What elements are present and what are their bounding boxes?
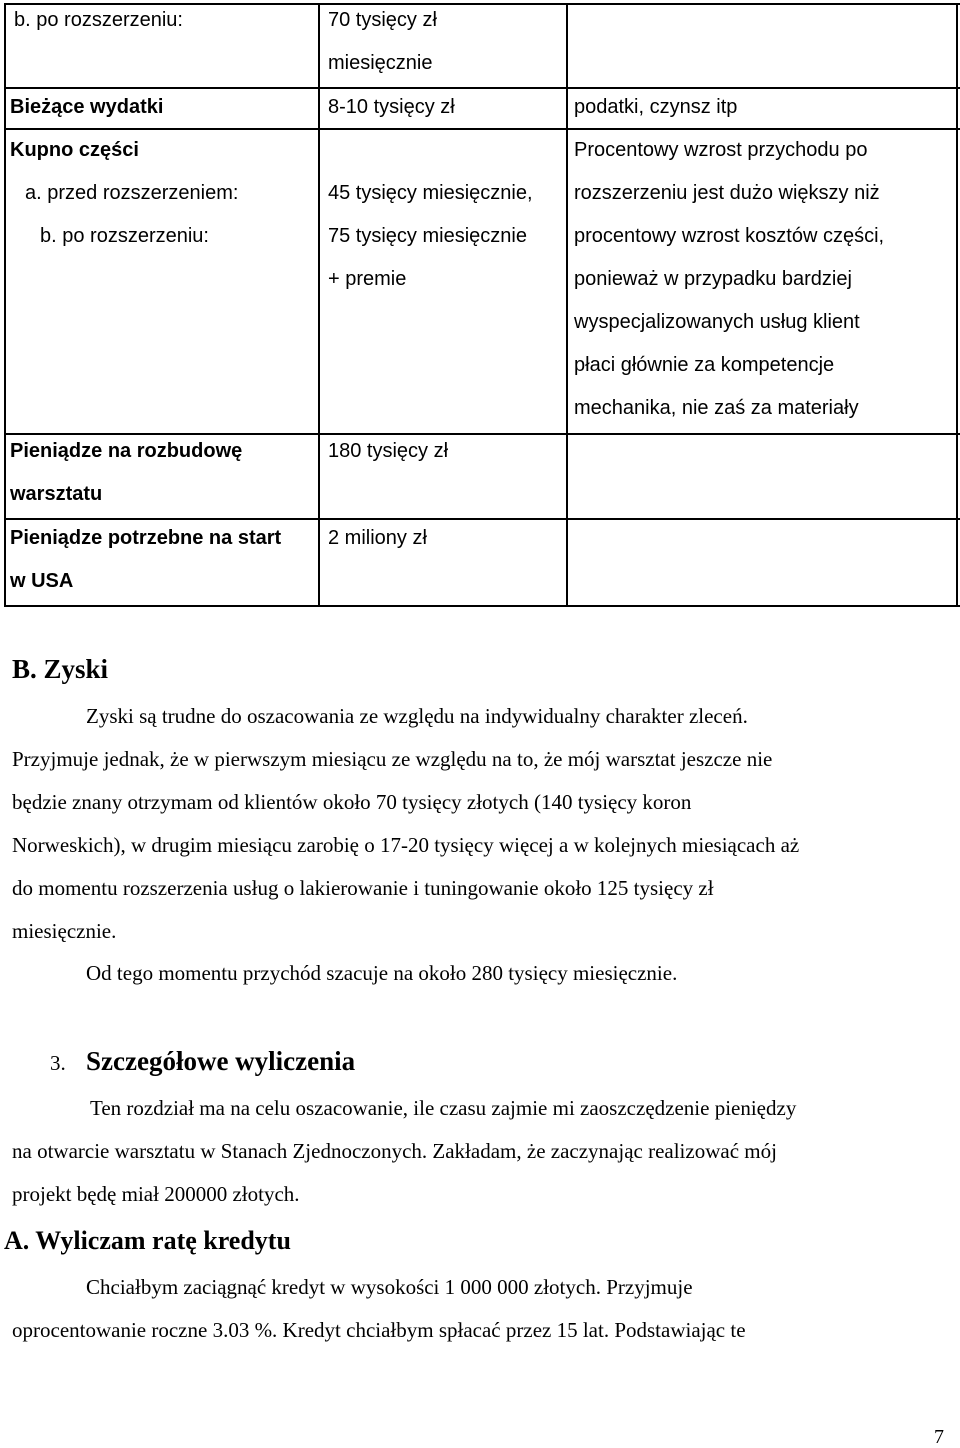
paragraph-line: projekt będę miał 200000 złotych. xyxy=(12,1182,300,1206)
paragraph-line: na otwarcie warsztatu w Stanach Zjednoczonych. Zakładam, że zaczynając realizować mój xyxy=(12,1139,777,1163)
paragraph-line: Ten rozdział ma na celu oszacowanie, ile czasu zajmie mi zaoszczędzenie pieniędzy xyxy=(90,1096,797,1120)
section-3-heading: Szczegółowe wyliczenia xyxy=(86,1046,356,1076)
row3-value-line: 45 tysięcy miesięcznie, xyxy=(328,182,533,204)
row3-value-line: + premie xyxy=(328,268,407,290)
table-border-col1 xyxy=(318,3,320,607)
paragraph-line: Zyski są trudne do oszacowania ze względu na indywidualny charakter zleceń. xyxy=(86,704,748,728)
row3-note-line: mechanika, nie zaś za materiały xyxy=(574,397,859,419)
paragraph-line: miesięcznie. xyxy=(12,919,117,943)
section-b-heading: B. Zyski xyxy=(12,654,109,684)
row1-label: b. po rozszerzeniu: xyxy=(14,9,183,31)
row3-label: Kupno części xyxy=(10,139,139,161)
row3-note-line: ponieważ w przypadku bardziej xyxy=(574,268,852,290)
row3-note-line: procentowy wzrost kosztów części, xyxy=(574,225,885,247)
row3-sub-b: b. po rozszerzeniu: xyxy=(40,225,209,247)
row4-label-line1: Pieniądze na rozbudowę xyxy=(10,440,243,462)
row2-value: 8-10 tysięcy zł xyxy=(328,96,455,118)
table-border-r1 xyxy=(4,87,960,89)
row1-value-line1: 70 tysięcy zł xyxy=(328,9,437,31)
table-border-r3 xyxy=(4,433,960,435)
row5-label-line2: w USA xyxy=(10,570,74,592)
table-border-top xyxy=(4,3,960,5)
paragraph-line: będzie znany otrzymam od klientów około 70 tysięcy złotych (140 tysięcy koron xyxy=(12,790,692,814)
row1-value-line2: miesięcznie xyxy=(328,52,433,74)
paragraph-line: do momentu rozszerzenia usług o lakierowanie i tuningowanie około 125 tysięcy zł xyxy=(12,876,714,900)
paragraph-line: Przyjmuje jednak, że w pierwszym miesiącu ze względu na to, że mój warsztat jeszcze nie xyxy=(12,747,773,771)
table-border-bottom xyxy=(4,605,960,607)
row2-label: Bieżące wydatki xyxy=(10,96,164,118)
row3-sub-a: a. przed rozszerzeniem: xyxy=(25,182,239,204)
paragraph-line: Od tego momentu przychód szacuje na około 280 tysięcy miesięcznie. xyxy=(86,961,678,985)
row3-value-line: 75 tysięcy miesięcznie xyxy=(328,225,527,247)
section-3-number: 3. xyxy=(50,1051,66,1075)
table-border-left xyxy=(4,3,6,607)
row3-note-line: wyspecjalizowanych usług klient xyxy=(574,311,860,333)
row4-label-line2: warsztatu xyxy=(10,483,103,505)
table-border-r4 xyxy=(4,518,960,520)
paragraph-line: Norweskich), w drugim miesiącu zarobię o 17-20 tysięcy więcej a w kolejnych miesiącach aż xyxy=(12,833,800,857)
row2-note: podatki, czynsz itp xyxy=(574,96,738,118)
row3-note-line: rozszerzeniu jest dużo większy niż xyxy=(574,182,880,204)
table-border-col2 xyxy=(566,3,568,607)
table-border-r2 xyxy=(4,128,960,130)
paragraph-line: oprocentowanie roczne 3.03 %. Kredyt chciałbym spłacać przez 15 lat. Podstawiając te xyxy=(12,1318,746,1342)
page-number: 7 xyxy=(934,1426,944,1448)
row3-note-line: Procentowy wzrost przychodu po xyxy=(574,139,868,161)
row5-label-line1: Pieniądze potrzebne na start xyxy=(10,527,282,549)
paragraph-line: Chciałbym zaciągnąć kredyt w wysokości 1 000 000 złotych. Przyjmuje xyxy=(86,1275,693,1299)
table-border-right xyxy=(956,3,958,607)
row5-value: 2 miliony zł xyxy=(328,527,427,549)
row3-note-line: płaci głównie za kompetencje xyxy=(574,354,835,376)
section-a-heading: A. Wyliczam ratę kredytu xyxy=(4,1226,291,1255)
row4-value: 180 tysięcy zł xyxy=(328,440,449,462)
